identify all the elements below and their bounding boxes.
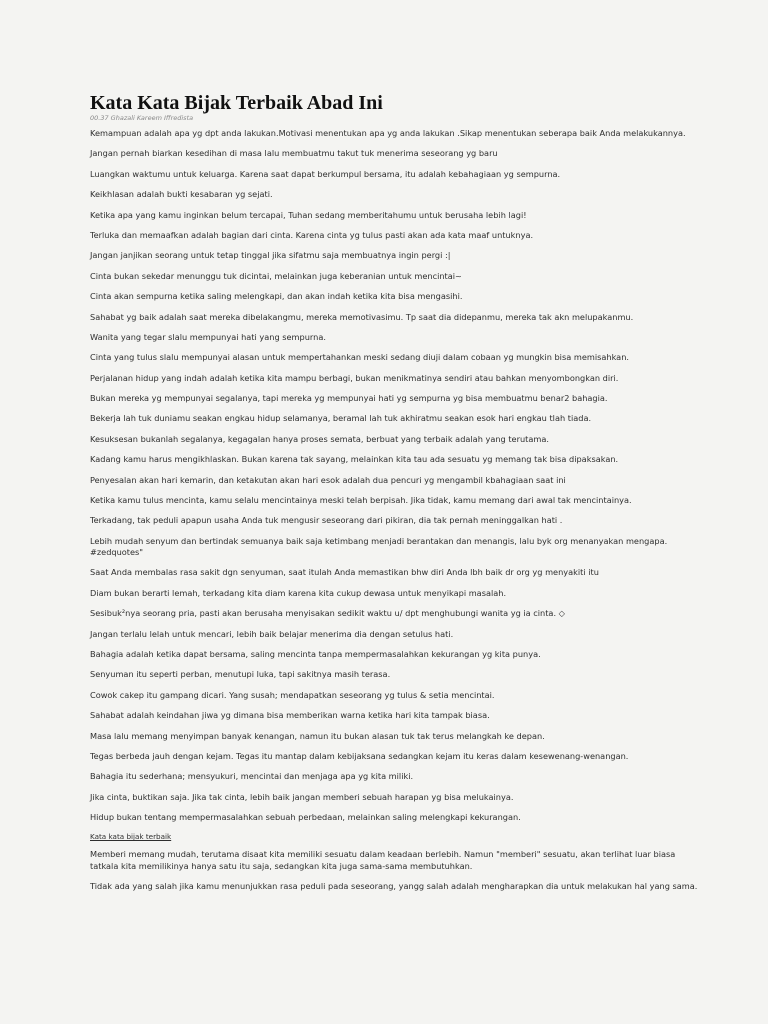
quote-paragraph: Bahagia adalah ketika dapat bersama, saling mencinta tanpa mempermasalahkan kekurangan yg kita punya. xyxy=(90,648,541,659)
quote-paragraph: Cinta yang tulus slalu mempunyai alasan untuk mempertahankan meski sedang diuji dalam cobaan yg mungkin bisa memisahkan. xyxy=(90,352,629,363)
quote-paragraph: Jika cinta, buktikan saja. Jika tak cinta, lebih baik jangan memberi sebuah harapan yg bisa melukainya. xyxy=(90,791,514,802)
quote-paragraph: Ketika kamu tulus mencinta, kamu selalu mencintainya meski telah berpisah. Jika tidak, kamu memang dari awal tak mencintainya. xyxy=(90,495,632,506)
closing-paragraph: Memberi memang mudah, terutama disaat kita memiliki sesuatu dalam keadaan berlebih. Namun "memberi" sesuatu, akan terlihat luar biasa tatkala kita memilikinya hanya satu itu saja, sedangkan kita juga sama-sama membutuhkan. xyxy=(90,849,676,871)
quote-paragraph: Sahabat yg baik adalah saat mereka dibelakangmu, mereka memotivasimu. Tp saat dia didepanmu, mereka tak akn melupakanmu. xyxy=(90,311,634,322)
quote-paragraph: Kadang kamu harus mengikhlaskan. Bukan karena tak sayang, melainkan kita tau ada sesuatu yg memang tak bisa dipaksakan. xyxy=(90,454,619,465)
quote-paragraph: Senyuman itu seperti perban, menutupi luka, tapi sakitnya masih terasa. xyxy=(90,669,391,680)
quote-paragraph: Bahagia itu sederhana; mensyukuri, mencintai dan menjaga apa yg kita miliki. xyxy=(90,771,414,782)
tag-link[interactable]: Kata kata bijak terbaik xyxy=(90,832,172,842)
quote-paragraph: Bukan mereka yg mempunyai segalanya, tapi mereka yg mempunyai hati yg sempurna yg bisa membuatmu benar2 bahagia. xyxy=(90,393,608,404)
closing-section xyxy=(90,849,700,892)
quote-paragraph: Diam bukan berarti lemah, terkadang kita diam karena kita cukup dewasa untuk menyikapi masalah. xyxy=(90,587,507,598)
quote-paragraph: Jangan janjikan seorang untuk tetap tinggal jika sifatmu saja membuatnya ingin pergi :| xyxy=(90,250,451,261)
article xyxy=(90,93,700,901)
quote-paragraph: Saat Anda membalas rasa sakit dgn senyuman, saat itulah Anda memastikan bhw diri Anda lbh baik dr org yg menyakiti itu xyxy=(90,567,599,578)
quote-paragraph: Keikhlasan adalah bukti kesabaran yg sejati. xyxy=(90,189,273,200)
quote-paragraph: Tegas berbeda jauh dengan kejam. Tegas itu mantap dalam kebijaksana sedangkan kejam itu keras dalam kesewenang-wenangan. xyxy=(90,750,629,761)
quote-paragraph: Penyesalan akan hari kemarin, dan ketakutan akan hari esok adalah dua pencuri yg mengambil kbahagiaan saat ini xyxy=(90,474,566,485)
quote-paragraph: Hidup bukan tentang mempermasalahkan sebuah perbedaan, melainkan saling melengkapi kekurangan. xyxy=(90,812,521,823)
quote-list xyxy=(90,128,700,823)
quote-paragraph: Lebih mudah senyum dan bertindak semuanya baik saja ketimbang menjadi berantakan dan menangis, lalu byk org menanyakan mengapa. #zedquotes" xyxy=(90,535,668,558)
quote-paragraph: Kesuksesan bukanlah segalanya, kegagalan hanya proses semata, berbuat yang terbaik adalah yang terutama. xyxy=(90,433,549,444)
quote-paragraph: Masa lalu memang menyimpan banyak kenangan, namun itu bukan alasan tuk tak terus melangkah ke depan. xyxy=(90,730,545,741)
quote-paragraph: Bekerja lah tuk duniamu seakan engkau hidup selamanya, beramal lah tuk akhiratmu seakan esok hari engkau tlah tiada. xyxy=(90,413,592,424)
quote-paragraph: Terkadang, tak peduli apapun usaha Anda tuk mengusir seseorang dari pikiran, dia tak pernah meninggalkan hati . xyxy=(90,515,563,526)
quote-paragraph: Sesibuk²nya seorang pria, pasti akan berusaha menyisakan sedikit waktu u/ dpt menghubungi wanita yg ia cinta. ◇ xyxy=(90,608,565,619)
quote-paragraph: Cowok cakep itu gampang dicari. Yang susah; mendapatkan seseorang yg tulus & setia mencintai. xyxy=(90,689,495,700)
closing-paragraph: Tidak ada yang salah jika kamu menunjukkan rasa peduli pada seseorang, yangg salah adalah mengharapkan dia untuk melakukan hal yang sama. xyxy=(90,881,698,892)
quote-paragraph: Cinta bukan sekedar menunggu tuk dicintai, melainkan juga keberanian untuk mencintai~ xyxy=(90,270,462,281)
post-meta: 00.37 Ghazali Kareem Iffredista xyxy=(90,114,194,122)
quote-paragraph: Wanita yang tegar slalu mempunyai hati yang sempurna. xyxy=(90,331,326,342)
page-title: Kata Kata Bijak Terbaik Abad Ini xyxy=(90,92,383,114)
quote-paragraph: Perjalanan hidup yang indah adalah ketika kita mampu berbagi, bukan menikmatinya sendiri atau bahkan menyombongkan diri. xyxy=(90,372,619,383)
quote-paragraph: Ketika apa yang kamu inginkan belum tercapai, Tuhan sedang memberitahumu untuk berusaha lebih lagi! xyxy=(90,209,527,220)
quote-paragraph: Kemampuan adalah apa yg dpt anda lakukan.Motivasi menentukan apa yg anda lakukan .Sikap menentukan seberapa baik Anda melakukannya. xyxy=(90,128,686,138)
quote-paragraph: Jangan terlalu lelah untuk mencari, lebih baik belajar menerima dia dengan setulus hati. xyxy=(90,628,454,639)
quote-paragraph: Cinta akan sempurna ketika saling melengkapi, dan akan indah ketika kita bisa mengasihi. xyxy=(90,291,463,302)
quote-paragraph: Luangkan waktumu untuk keluarga. Karena saat dapat berkumpul bersama, itu adalah kebahagiaan yg sempurna. xyxy=(90,168,561,179)
quote-paragraph: Sahabat adalah keindahan jiwa yg dimana bisa memberikan warna ketika hari kita tampak biasa. xyxy=(90,710,490,721)
quote-paragraph: Terluka dan memaafkan adalah bagian dari cinta. Karena cinta yg tulus pasti akan ada kata maaf untuknya. xyxy=(90,229,534,240)
quote-paragraph: Jangan pernah biarkan kesedihan di masa lalu membuatmu takut tuk menerima seseorang yg baru xyxy=(90,148,498,159)
